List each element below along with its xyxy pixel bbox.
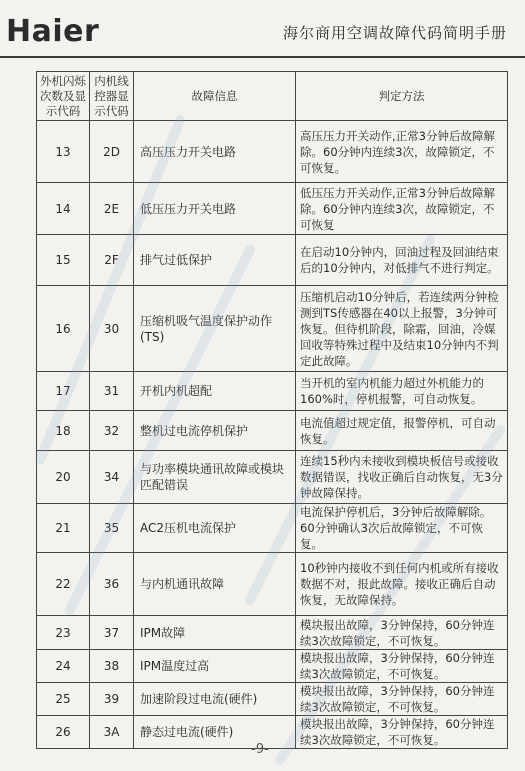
fault-info-cell: AC2压机电流保护 [134,504,296,553]
header-led-code: 外机闪烁次数及显示代码 [37,72,90,121]
judgement-method-cell: 在启动10分钟内，回油过程及回油结束后的10分钟内，对低排气不进行判定。 [296,235,508,286]
fault-info-cell: IPM故障 [134,616,296,650]
led-code-cell: 26 [37,716,90,749]
table-row [37,451,508,504]
led-code-cell: 20 [37,451,90,504]
controller-code-cell: 32 [90,411,134,451]
table-row [37,372,508,411]
controller-code-cell: 31 [90,372,134,411]
judgement-method-cell: 模块报出故障，3分钟保持，60分钟连续3次故障锁定，不可恢复。 [296,683,508,716]
table-row [37,183,508,235]
table-row [37,504,508,553]
table-row [37,650,508,683]
table-row [37,616,508,650]
table-row [37,235,508,286]
fault-info-cell: 高压压力开关电路 [134,121,296,183]
judgement-method-cell: 低压压力开关动作,正常3分钟后故障解除。60分钟内连续3次，故障锁定，不可恢复 [296,183,508,235]
led-code-cell: 24 [37,650,90,683]
controller-code-cell: 2D [90,121,134,183]
led-code-cell: 13 [37,121,90,183]
judgement-method-cell: 压缩机启动10分钟后，若连续两分钟检测到TS传感器在40以上报警，3分钟可恢复。但待机阶段，除霜，回油，冷媒回收等特殊过程中及结束10分钟内不判定此故障。 [296,286,508,372]
led-code-cell: 15 [37,235,90,286]
judgement-method-cell: 模块报出故障，3分钟保持，60分钟连续3次故障锁定，不可恢复。 [296,616,508,650]
table-row [37,411,508,451]
controller-code-cell: 39 [90,683,134,716]
judgement-method-cell: 电流值超过规定值，报警停机，可自动恢复。 [296,411,508,451]
fault-info-cell: 排气过低保护 [134,235,296,286]
fault-code-table [36,71,508,749]
table-row [37,121,508,183]
controller-code-cell: 38 [90,650,134,683]
fault-info-cell: 开机内机超配 [134,372,296,411]
fault-info-cell: 低压压力开关电路 [134,183,296,235]
judgement-method-cell: 模块报出故障，3分钟保持，60分钟连续3次故障锁定，不可恢复。 [296,716,508,749]
controller-code-cell: 3A [90,716,134,749]
controller-code-cell: 36 [90,553,134,616]
led-code-cell: 16 [37,286,90,372]
manual-title: 海尔商用空调故障代码简明手册 [282,24,507,42]
judgement-method-cell: 10秒钟内接收不到任何内机或所有接收数据不对，报此故障。接收正确后自动恢复，无故障保持。 [296,553,508,616]
led-code-cell: 14 [37,183,90,235]
judgement-method-cell: 当开机的室内机能力超过外机能力的160%时，停机报警，可自动恢复。 [296,372,508,411]
controller-code-cell: 2F [90,235,134,286]
led-code-cell: 18 [37,411,90,451]
controller-code-cell: 37 [90,616,134,650]
page-number: -9- [251,742,269,757]
fault-info-cell: IPM温度过高 [134,650,296,683]
fault-info-cell: 加速阶段过电流(硬件) [134,683,296,716]
controller-code-cell: 35 [90,504,134,553]
led-code-cell: 17 [37,372,90,411]
judgement-method-cell: 模块报出故障，3分钟保持，60分钟连续3次故障锁定，不可恢复。 [296,650,508,683]
judgement-method-cell: 电流保护停机后，3分钟后故障解除。60分钟确认3次后故障锁定，不可恢复。 [296,504,508,553]
fault-info-cell: 压缩机吸气温度保护动作(TS) [134,286,296,372]
header-divider [0,56,525,58]
judgement-method-cell: 高压压力开关动作,正常3分钟后故障解除。60分钟内连续3次，故障锁定，不可恢复。 [296,121,508,183]
header-fault-info: 故障信息 [134,72,296,121]
controller-code-cell: 34 [90,451,134,504]
controller-code-cell: 2E [90,183,134,235]
led-code-cell: 25 [37,683,90,716]
brand-logo: Haier [6,14,100,49]
led-code-cell: 23 [37,616,90,650]
fault-info-cell: 与内机通讯故障 [134,553,296,616]
table-row [37,286,508,372]
table-header-row [37,72,508,121]
header-judgement-method: 判定方法 [296,72,508,121]
led-code-cell: 21 [37,504,90,553]
led-code-cell: 22 [37,553,90,616]
table-row [37,553,508,616]
table-row [37,683,508,716]
fault-info-cell: 整机过电流停机保护 [134,411,296,451]
controller-code-cell: 30 [90,286,134,372]
fault-info-cell: 静态过电流(硬件) [134,716,296,749]
header-controller-code: 内机线控器显示代码 [90,72,134,121]
fault-info-cell: 与功率模块通讯故障或模块匹配错误 [134,451,296,504]
judgement-method-cell: 连续15秒内未接收到模块板信号或接收数据错误，找收正确后自动恢复，无3分钟故障保持。 [296,451,508,504]
